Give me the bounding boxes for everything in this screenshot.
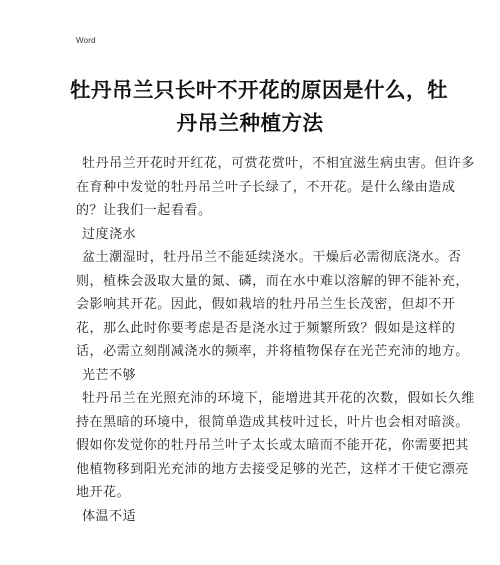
paragraph-line: 假如你发觉你的牡丹吊兰叶子太长或太暗而不能开花，你需要把其 (76, 438, 469, 453)
intro-paragraph (76, 152, 475, 223)
section-paragraph (76, 246, 469, 364)
document-title (70, 74, 448, 140)
document-body (76, 152, 475, 528)
paragraph-line: 花，那么此时你要考虑是否是浇水过于频繁所致？假如是这样的 (76, 320, 456, 336)
paragraph-line: 话，必需立刻削减浇水的频率，并将植物保存在光芒充沛的地方。 (76, 344, 469, 359)
paragraph-line: 地开花。 (76, 485, 131, 500)
paragraph-line: 在育种中发觉的牡丹吊兰叶子长绿了，不开花。是什么缘由造成 (76, 179, 456, 195)
paragraph-line: 则，植株会汲取大量的氮、磷，而在水中难以溶解的钾不能补充， (76, 273, 469, 289)
app-label: Word (76, 36, 96, 45)
title-line: 牡丹吊兰只长叶不开花的原因是什么，牡 (70, 78, 448, 102)
paragraph-line: 的？让我们一起看看。 (76, 203, 212, 218)
section-heading: 过度浇水 (82, 226, 137, 242)
section-heading: 光芒不够 (82, 367, 137, 383)
paragraph-line: 盆土潮湿时，牡丹吊兰不能延续浇水。干燥后必需彻底浇水。否 (82, 250, 462, 265)
section-heading: 体温不适 (82, 508, 137, 524)
paragraph-line: 会影响其开花。因此，假如栽培的牡丹吊兰生长茂密，但却不开 (76, 297, 456, 312)
paragraph-line: 持在黑暗的环境中，很简单造成其枝叶过长，叶片也会相对暗淡。 (76, 414, 469, 430)
paragraph-line: 他植物移到阳光充沛的地方去接受足够的光芒，这样才干使它漂亮 (76, 461, 469, 477)
title-line: 丹吊兰种植方法 (176, 111, 324, 135)
section-paragraph (76, 387, 475, 505)
paragraph-line: 牡丹吊兰开花时开红花，可赏花赏叶，不相宜滋生病虫害。但许多 (82, 156, 475, 171)
paragraph-line: 牡丹吊兰在光照充沛的环境下，能增进其开花的次数，假如长久维 (82, 391, 475, 406)
